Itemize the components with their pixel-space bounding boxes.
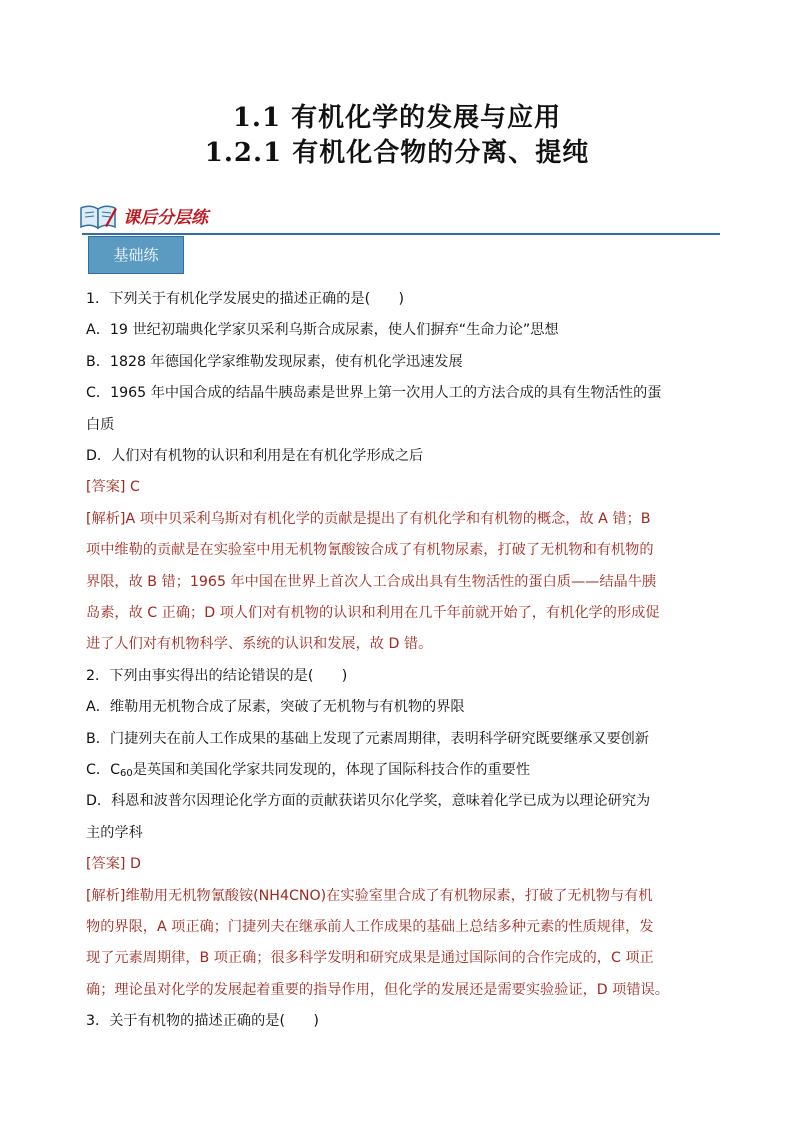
answer-line (86, 948, 654, 968)
line-text: [答案] C (86, 479, 140, 496)
line-text: B．门捷列夫在前人工作成果的基础上发现了元素周期律，表明科学研究既要继承又要创新 (86, 730, 650, 747)
line-text: C．C (86, 762, 121, 778)
line-text: [解析]维勒用无机物氰酸铵(NH4CNO)在实验室里合成了有机物尿素，打破了无机物与有机 (86, 887, 653, 904)
answer-line (86, 634, 432, 654)
question-line (86, 352, 463, 372)
answer-line (86, 540, 654, 560)
line-text: [解析]A 项中贝采利乌斯对有机化学的贡献是提出了有机化学和有机物的概念，故 A 错；B (86, 510, 651, 527)
line-text: 进了人们对有机物科学、系统的认识和发展，故 D 错。 (86, 636, 433, 653)
answer-line (86, 886, 653, 906)
subscript: 60 (120, 768, 133, 779)
section-divider (82, 233, 720, 235)
question-line (86, 760, 530, 784)
page-title-line-1: 1.1 有机化学的发展与应用 (232, 103, 562, 133)
answer-line (86, 477, 140, 497)
answer-line (86, 980, 669, 1000)
line-text: 2．下列由事实得出的结论错误的是( ) (86, 667, 348, 684)
section-label: 课后分层练 (123, 208, 208, 228)
page-title-line-2: 1.2.1 有机化合物的分离、提纯 (204, 138, 590, 168)
line-text: 1．下列关于有机化学发展史的描述正确的是( ) (86, 291, 405, 307)
question-line (86, 823, 143, 843)
question-line (86, 791, 650, 811)
line-text: C．1965 年中国合成的结晶牛胰岛素是世界上第一次用人工的方法合成的具有生物活性的蛋 (86, 385, 662, 402)
question-line (86, 729, 649, 749)
section-header (78, 200, 720, 236)
line-text: 物的界限，A 项正确；门捷列夫在继承前人工作成果的基础上总结多种元素的性质规律，发 (86, 919, 654, 935)
answer-line (86, 603, 660, 623)
question-line (86, 697, 465, 717)
question-line (86, 666, 347, 686)
answer-line (86, 572, 656, 592)
line-text: D．科恩和波普尔因理论化学方面的贡献获诺贝尔化学奖，意味着化学已成为以理论研究为 (86, 793, 651, 810)
question-line (86, 446, 423, 466)
line-text: 项中维勒的贡献是在实验室中用无机物氰酸铵合成了有机物尿素，打破了无机物和有机物的 (86, 542, 654, 559)
line-text: 确；理论虽对化学的发展起着重要的指导作用，但化学的发展还是需要实验验证，D 项错误。 (86, 981, 669, 998)
book-pencil-icon (78, 202, 118, 230)
line-text: A．19 世纪初瑞典化学家贝采利乌斯合成尿素，使人们摒弃“生命力论”思想 (86, 322, 559, 339)
line-text: 岛素，故 C 正确；D 项人们对有机物的认识和利用在几千年前就开始了，有机化学的形成促 (86, 605, 660, 621)
line-text: 界限，故 B 错；1965 年中国在世界上首次人工合成出具有生物活性的蛋白质——结晶牛胰 (86, 573, 657, 590)
question-line (86, 1011, 319, 1031)
answer-line (86, 509, 651, 529)
question-line (86, 320, 559, 340)
line-text: 白质 (86, 416, 115, 433)
answer-line (86, 917, 654, 937)
line-text: 3．关于有机物的描述正确的是( ) (86, 1013, 319, 1030)
line-text: A．维勒用无机物合成了尿素，突破了无机物与有机物的界限 (86, 699, 465, 716)
line-text: B．1828 年德国化学家维勒发现尿素，使有机化学迅速发展 (86, 353, 463, 370)
line-text: D．人们对有机物的认识和利用是在有机化学形成之后 (86, 448, 424, 464)
question-line (86, 383, 661, 403)
line-text-continued: 是英国和美国化学家共同发现的，体现了国际科技合作的重要性 (132, 762, 531, 778)
answer-line (86, 854, 141, 874)
basic-practice-tab: 基础练 (88, 236, 184, 274)
line-text: 主的学科 (86, 824, 143, 841)
question-line (86, 289, 404, 309)
line-text: [答案] D (86, 856, 141, 873)
line-text: 现了元素周期律，B 项正确；很多科学发明和研究成果是通过国际间的合作完成的，C 项正 (86, 950, 654, 967)
question-line (86, 415, 114, 435)
